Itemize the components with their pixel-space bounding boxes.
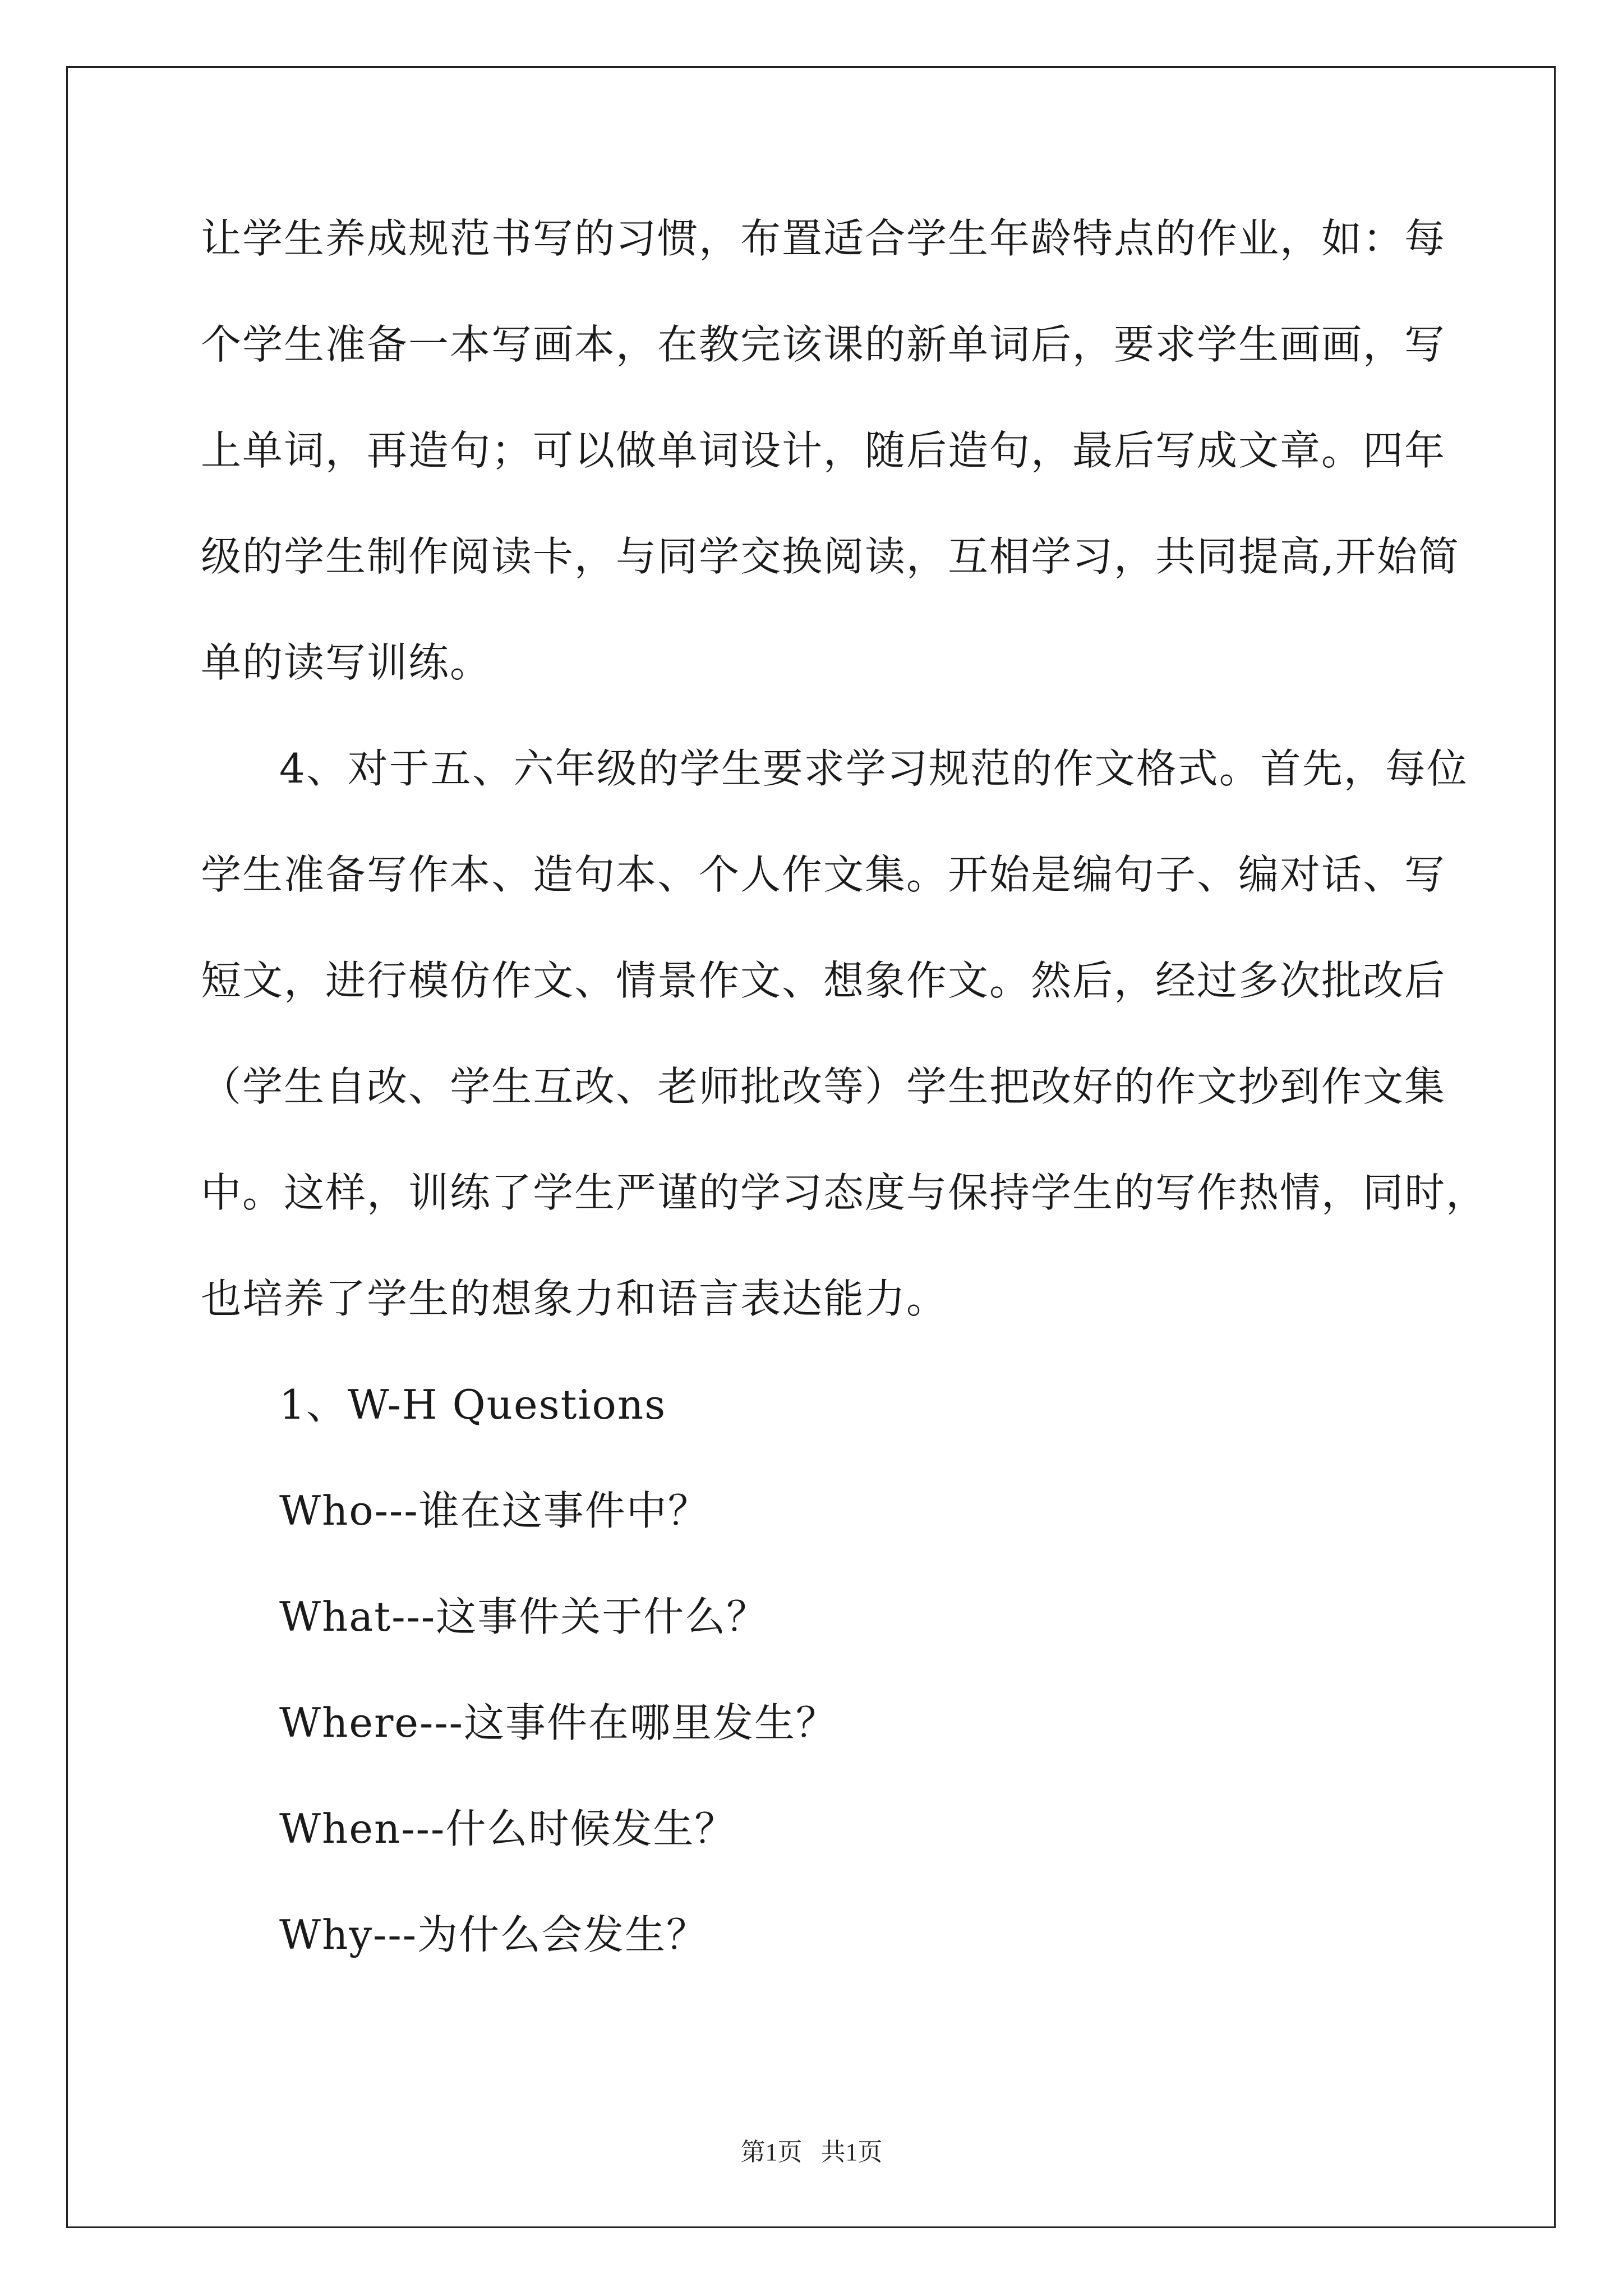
- paragraph-2: [201, 743, 1488, 1324]
- document-body: [201, 213, 1488, 2016]
- wh-question-item: Where---这事件在哪里发生？: [279, 1699, 837, 1746]
- text-line: 学生准备写作本、造句本、个人作文集。开始是编句子、编对话、写: [201, 851, 1446, 898]
- text-line: 中。这样，训练了学生严谨的学习态度与保持学生的写作热情，同时，: [201, 1169, 1488, 1216]
- text-line: 短文，进行模仿作文、情景作文、想象作文。然后，经过多次批改后: [201, 957, 1446, 1004]
- text-line: 4、对于五、六年级的学生要求学习规范的作文格式。首先，每位: [279, 745, 1468, 792]
- wh-question-item: Why---为什么会发生？: [279, 1911, 708, 1958]
- wh-question-item: When---什么时候发生？: [279, 1805, 736, 1852]
- text-line: 单的读写训练。: [201, 639, 492, 686]
- text-line: 上单词，再造句；可以做单词设计，随后造句，最后写成文章。四年: [201, 427, 1446, 474]
- text-line: 个学生准备一本写画本，在教完该课的新单词后，要求学生画画，写: [201, 321, 1446, 368]
- text-line: （学生自改、学生互改、老师批改等）学生把改好的作文抄到作文集: [201, 1063, 1446, 1110]
- text-line: 让学生养成规范书写的习惯，布置适合学生年龄特点的作业，如：每: [201, 215, 1446, 262]
- wh-question-item: What---这事件关于什么？: [279, 1593, 768, 1640]
- wh-question-item: Who---谁在这事件中？: [279, 1487, 709, 1534]
- page-number-footer: 第1页 共1页: [740, 2138, 883, 2166]
- text-line: 级的学生制作阅读卡，与同学交换阅读，互相学习，共同提高,开始简: [201, 533, 1460, 580]
- text-line: 也培养了学生的想象力和语言表达能力。: [201, 1275, 948, 1322]
- paragraph-1: [201, 213, 1463, 688]
- section-heading: 1、W-H Questions: [279, 1381, 667, 1428]
- wh-questions-section: [201, 1379, 1463, 1960]
